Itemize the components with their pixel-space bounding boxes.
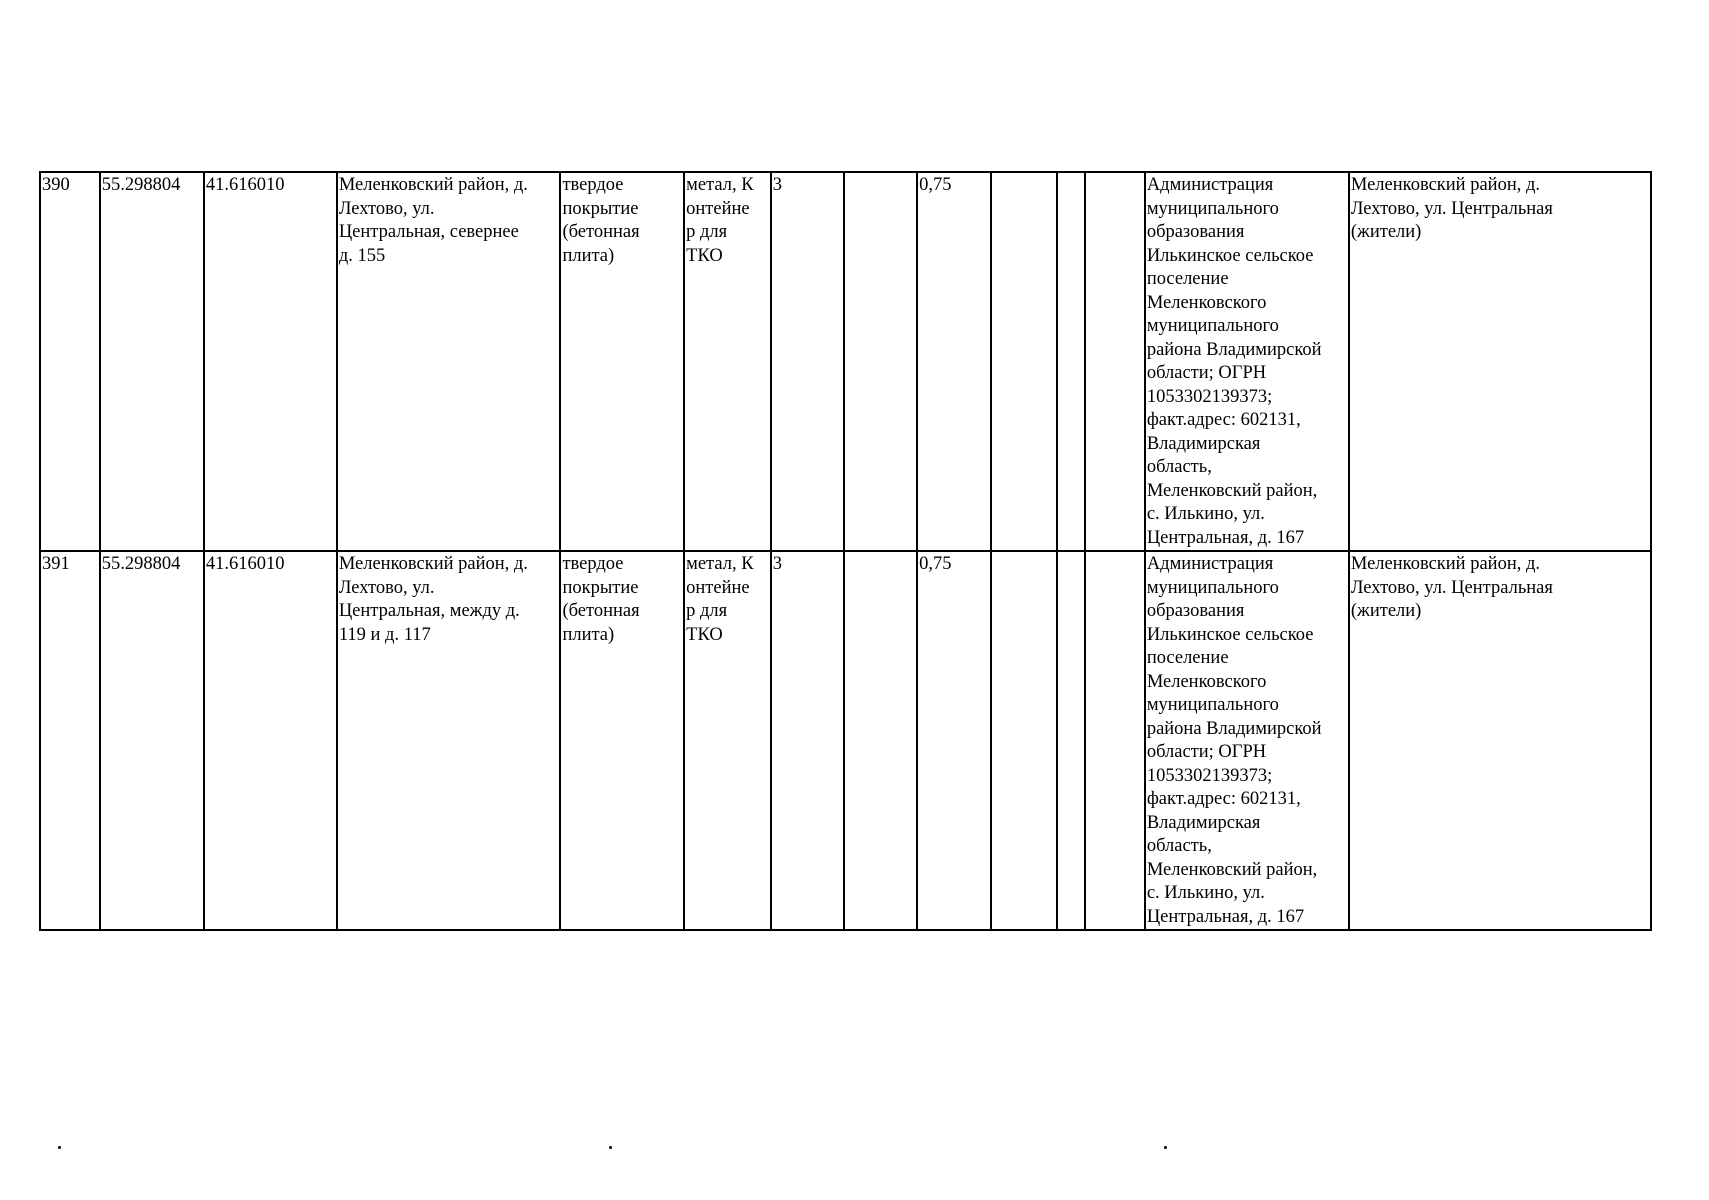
latitude: 55.298804 xyxy=(101,175,181,195)
longitude: 41.616010 xyxy=(205,175,285,195)
empty-cell xyxy=(1057,551,1085,930)
empty-cell xyxy=(1057,172,1085,551)
surface-cell xyxy=(560,172,684,551)
owner-info: Администрация муниципального образования Илькинское сельское поселение Меленковского муниципального района Владимирской области; ОГРН 1053302139373; факт.адрес: 602131, Владимирская область, Меленковский район, с. Илькино, ул. Центральная, д. 167 xyxy=(1146,554,1322,927)
row-number: 391 xyxy=(42,554,70,574)
latitude: 55.298804 xyxy=(101,554,181,574)
container-cell xyxy=(684,172,771,551)
surface-type: твердое покрытие (бетонная плита) xyxy=(562,554,640,645)
empty-cell xyxy=(844,172,917,551)
latitude-cell xyxy=(100,551,204,930)
row-number: 390 xyxy=(42,175,70,195)
scan-speck xyxy=(1164,1146,1167,1149)
table-row xyxy=(40,551,1651,930)
empty-cell xyxy=(991,551,1057,930)
container-type: метал, К онтейне р для ТКО xyxy=(686,554,754,645)
container-count: 3 xyxy=(772,175,782,195)
owner-info: Администрация муниципального образования Илькинское сельское поселение Меленковского муниципального района Владимирской области; ОГРН 1053302139373; факт.адрес: 602131, Владимирская область, Меленковский район, с. Илькино, ул. Центральная, д. 167 xyxy=(1146,175,1322,548)
source-cell xyxy=(1349,551,1651,930)
container-cell xyxy=(684,551,771,930)
longitude: 41.616010 xyxy=(205,554,285,574)
container-volume: 0,75 xyxy=(919,554,952,574)
empty-cell xyxy=(1085,172,1145,551)
longitude-cell xyxy=(204,172,337,551)
row-number-cell xyxy=(40,172,100,551)
container-count-cell xyxy=(771,172,844,551)
waste-source: Меленковский район, д. Лехтово, ул. Центральная (жители) xyxy=(1350,175,1553,242)
container-count: 3 xyxy=(772,554,782,574)
address-cell xyxy=(337,551,561,930)
owner-cell xyxy=(1145,172,1349,551)
longitude-cell xyxy=(204,551,337,930)
container-count-cell xyxy=(771,551,844,930)
row-number-cell xyxy=(40,551,100,930)
surface-cell xyxy=(560,551,684,930)
container-volume: 0,75 xyxy=(919,175,952,195)
latitude-cell xyxy=(100,172,204,551)
table-row xyxy=(40,172,1651,551)
waste-site-registry-table xyxy=(39,171,1652,931)
owner-cell xyxy=(1145,551,1349,930)
waste-source: Меленковский район, д. Лехтово, ул. Центральная (жители) xyxy=(1350,554,1553,621)
scan-speck xyxy=(58,1146,61,1149)
empty-cell xyxy=(1085,551,1145,930)
empty-cell xyxy=(991,172,1057,551)
source-cell xyxy=(1349,172,1651,551)
scan-speck xyxy=(609,1146,612,1149)
container-type: метал, К онтейне р для ТКО xyxy=(686,175,754,266)
volume-cell xyxy=(917,551,991,930)
address: Меленковский район, д. Лехтово, ул. Центральная, севернее д. 155 xyxy=(338,175,528,266)
surface-type: твердое покрытие (бетонная плита) xyxy=(562,175,640,266)
address: Меленковский район, д. Лехтово, ул. Центральная, между д. 119 и д. 117 xyxy=(338,554,528,645)
empty-cell xyxy=(844,551,917,930)
address-cell xyxy=(337,172,561,551)
volume-cell xyxy=(917,172,991,551)
